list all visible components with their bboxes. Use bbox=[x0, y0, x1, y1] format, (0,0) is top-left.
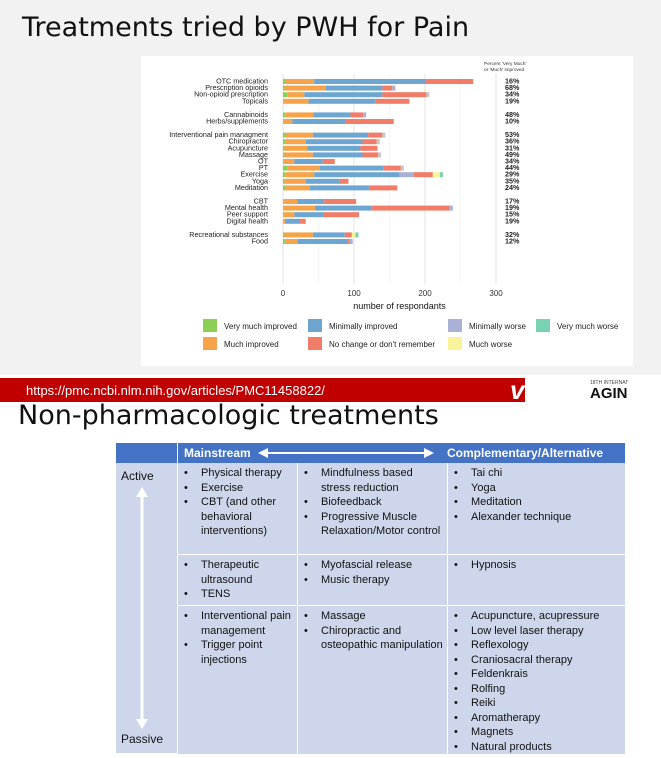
legend-label: Much worse bbox=[469, 340, 513, 349]
conference-logo-text: AGIN bbox=[590, 385, 628, 402]
bar-segment bbox=[284, 146, 307, 151]
bar-segment bbox=[284, 159, 295, 164]
source-url-link[interactable]: https://pmc.ncbi.nlm.nih.gov/articles/PMC11458822/ bbox=[26, 383, 325, 398]
treatment-list-item: • Reiki bbox=[454, 696, 621, 711]
bar-segment bbox=[348, 239, 350, 244]
legend-swatch bbox=[536, 319, 550, 332]
bar-segment bbox=[283, 79, 286, 84]
bar-segment bbox=[285, 112, 313, 117]
bar-segment bbox=[340, 179, 346, 184]
bar-segment bbox=[283, 172, 286, 177]
treatment-list-item: • Aromatherapy bbox=[454, 711, 621, 726]
bar-segment-minor bbox=[382, 133, 385, 138]
bar-segment bbox=[284, 199, 297, 204]
treatment-list-item: • Mindfulness based stress reduction bbox=[304, 466, 443, 495]
bar-segment bbox=[307, 146, 360, 151]
treatment-list-item: • Rolfing bbox=[454, 682, 621, 697]
x-axis-title: number of respondants bbox=[353, 301, 446, 311]
bar-segment bbox=[294, 212, 323, 217]
bar-segment-minor bbox=[350, 239, 353, 244]
percent-improved-value: 10% bbox=[505, 116, 520, 126]
cell-row2-complementary bbox=[448, 555, 625, 606]
treatment-list-item: • Hypnosis bbox=[454, 558, 621, 573]
category-label: Herbs/supplements bbox=[206, 116, 268, 126]
legend-swatch bbox=[308, 319, 322, 332]
bar-segment bbox=[283, 92, 287, 97]
percent-improved-value: 12% bbox=[505, 236, 520, 246]
category-label: Cannabinoids bbox=[224, 109, 268, 119]
legend-label: Much improved bbox=[224, 340, 279, 349]
bar-segment bbox=[283, 206, 284, 211]
bar-segment bbox=[384, 166, 401, 171]
bar-segment bbox=[284, 99, 309, 104]
bar-segment bbox=[433, 172, 440, 177]
header-mainstream: Mainstream bbox=[184, 446, 251, 460]
treatment-list-item: • Exercise bbox=[184, 481, 293, 496]
percent-improved-value: 34% bbox=[505, 89, 520, 99]
header-complementary: Complementary/Alternative bbox=[447, 446, 604, 460]
bar-segment bbox=[313, 232, 345, 237]
treatment-list-item: • Music therapy bbox=[304, 573, 443, 588]
category-label: Non-opioid prescription bbox=[194, 89, 268, 99]
x-tick-label: 200 bbox=[418, 289, 432, 298]
percent-improved-value: 34% bbox=[505, 156, 520, 166]
bar-segment-minor bbox=[426, 92, 429, 97]
bar-segment-minor bbox=[392, 86, 395, 91]
treatment-list-item: • Craniosacral therapy bbox=[454, 653, 621, 668]
treatment-list-item: • Biofeedback bbox=[304, 495, 443, 510]
category-label: Mental health bbox=[224, 203, 268, 213]
percent-improved-value: 36% bbox=[505, 136, 520, 146]
bar-segment-minor bbox=[355, 232, 358, 237]
active-passive-column bbox=[116, 463, 178, 754]
cell-row1-mainstream-a bbox=[178, 463, 298, 555]
bar-segment bbox=[283, 133, 286, 138]
bar-segment bbox=[284, 206, 315, 211]
bar-segment-minor bbox=[363, 112, 366, 117]
bar-segment bbox=[286, 79, 314, 84]
percent-improved-value: 49% bbox=[505, 149, 520, 159]
treatment-list-item: • Interventional pain management bbox=[184, 609, 293, 638]
source-banner bbox=[0, 378, 661, 402]
treatment-list-item: • Chiropractic and osteopathic manipulation bbox=[304, 624, 443, 653]
treatment-list-item: • Acupuncture, acupressure bbox=[454, 609, 621, 624]
percent-improved-value: 48% bbox=[505, 109, 520, 119]
bar-segment bbox=[283, 185, 285, 190]
header-blank-cell bbox=[116, 443, 178, 463]
bar-segment bbox=[283, 152, 284, 157]
bar-segment bbox=[368, 133, 382, 138]
bar-segment-minor bbox=[378, 152, 381, 157]
cell-row1-mainstream-b bbox=[298, 463, 448, 555]
treatment-list-item: • CBT (and other behavioral interventions) bbox=[184, 495, 293, 539]
treatment-list-item: • Progressive Muscle Relaxation/Motor control bbox=[304, 510, 443, 539]
cell-row2-mainstream-b bbox=[298, 555, 448, 606]
treatments-table bbox=[116, 443, 625, 754]
x-tick-label: 100 bbox=[347, 289, 361, 298]
bar-segment bbox=[323, 159, 335, 164]
bar-segment bbox=[283, 179, 284, 184]
stacked-bar-chart bbox=[141, 56, 633, 366]
conference-logo-mark: ve bbox=[510, 378, 539, 402]
category-label: Digital health bbox=[226, 216, 268, 226]
bar-segment bbox=[315, 206, 372, 211]
category-label: OT bbox=[258, 156, 268, 166]
treatment-list-item: • Yoga bbox=[454, 481, 621, 496]
bar-segment bbox=[284, 219, 285, 224]
bar-segment bbox=[306, 139, 363, 144]
bar-segment bbox=[283, 166, 287, 171]
category-label: OTC medication bbox=[216, 76, 268, 86]
bar-segment-minor bbox=[377, 139, 380, 144]
bar-segment bbox=[292, 119, 345, 124]
conference-logo-subtext: 18TH INTERNAT bbox=[590, 380, 629, 386]
category-label: Prescription opioids bbox=[205, 83, 268, 93]
bar-segment bbox=[284, 179, 305, 184]
bar-segment bbox=[300, 219, 306, 224]
bar-segment-minor bbox=[440, 172, 443, 177]
percent-improved-value: 19% bbox=[505, 203, 520, 213]
bar-segment bbox=[352, 232, 356, 237]
bar-segment bbox=[425, 79, 473, 84]
percent-improved-value: 35% bbox=[505, 176, 520, 186]
bar-segment bbox=[283, 99, 284, 104]
bar-segment bbox=[375, 99, 409, 104]
label-active: Active bbox=[121, 469, 154, 483]
bar-segment bbox=[310, 185, 369, 190]
category-label: CBT bbox=[253, 196, 268, 206]
cell-row1-complementary bbox=[448, 463, 625, 555]
percent-header-line2: or 'Much' improved bbox=[484, 68, 525, 73]
percent-improved-value: 32% bbox=[505, 229, 520, 239]
cell-row2-mainstream-a bbox=[178, 555, 298, 606]
bar-segment bbox=[283, 232, 284, 237]
category-label: Yoga bbox=[251, 176, 268, 186]
percent-header-line1: Percent 'Very Much' bbox=[484, 62, 527, 67]
bar-segment bbox=[286, 139, 306, 144]
table-header-row bbox=[178, 443, 625, 463]
vertical-double-arrow-icon bbox=[136, 487, 148, 729]
bar-segment bbox=[287, 92, 304, 97]
bar-segment bbox=[345, 119, 393, 124]
bar-segment bbox=[313, 133, 368, 138]
bar-segment bbox=[285, 219, 300, 224]
legend-swatch bbox=[203, 319, 217, 332]
bar-segment bbox=[283, 139, 286, 144]
bar-segment bbox=[363, 139, 377, 144]
legend-label: Minimally worse bbox=[469, 322, 526, 331]
bar-segment bbox=[283, 86, 284, 91]
bar-segment bbox=[382, 92, 426, 97]
treatment-list-item: • TENS bbox=[184, 587, 293, 602]
slide-pain-treatments bbox=[0, 0, 661, 375]
treatment-list-item: • Feldenkrais bbox=[454, 667, 621, 682]
bar-segment bbox=[283, 219, 284, 224]
bar-segment bbox=[326, 86, 383, 91]
bar-segment bbox=[285, 239, 298, 244]
category-label: Food bbox=[251, 236, 268, 246]
bar-segment bbox=[360, 146, 377, 151]
percent-improved-value: 19% bbox=[505, 216, 520, 226]
treatment-list-item: • Meditation bbox=[454, 495, 621, 510]
bar-segment bbox=[284, 212, 295, 217]
percent-improved-value: 19% bbox=[505, 96, 520, 106]
bar-segment bbox=[306, 179, 340, 184]
bar-segment bbox=[350, 112, 363, 117]
percent-improved-value: 53% bbox=[505, 130, 520, 140]
bar-segment bbox=[283, 199, 284, 204]
bar-segment bbox=[323, 212, 359, 217]
double-arrow-icon bbox=[258, 447, 434, 459]
label-passive: Passive bbox=[121, 732, 164, 746]
bar-segment bbox=[297, 199, 324, 204]
bar-segment bbox=[285, 185, 310, 190]
category-label: Massage bbox=[238, 149, 268, 159]
bar-segment bbox=[294, 159, 322, 164]
bar-segment bbox=[320, 166, 384, 171]
bar-segment bbox=[283, 239, 285, 244]
treatment-list-item: • Massage bbox=[304, 609, 443, 624]
chart-svg bbox=[141, 56, 633, 366]
bar-segment bbox=[399, 172, 413, 177]
bar-segment bbox=[414, 172, 433, 177]
category-label: Topicals bbox=[242, 96, 268, 106]
x-tick-label: 0 bbox=[280, 289, 286, 298]
bar-segment bbox=[284, 152, 312, 157]
category-label: Exercise bbox=[240, 169, 268, 179]
treatment-list-item: • Physical therapy bbox=[184, 466, 293, 481]
legend-label: Very much improved bbox=[224, 322, 297, 331]
bar-segment bbox=[283, 146, 284, 151]
bar-segment bbox=[314, 112, 351, 117]
percent-improved-value: 16% bbox=[505, 76, 520, 86]
percent-improved-value: 68% bbox=[505, 83, 520, 93]
percent-improved-value: 24% bbox=[505, 182, 520, 192]
bar-segment bbox=[286, 172, 314, 177]
x-tick-label: 300 bbox=[489, 289, 503, 298]
percent-improved-value: 17% bbox=[505, 196, 520, 206]
bar-segment bbox=[287, 166, 320, 171]
bar-segment bbox=[284, 232, 312, 237]
treatment-list-item: • Reflexology bbox=[454, 638, 621, 653]
bar-segment bbox=[314, 79, 425, 84]
slide-title-nonpharm: Non-pharmacologic treatments bbox=[18, 400, 439, 431]
bar-segment bbox=[369, 185, 397, 190]
bar-segment bbox=[298, 239, 348, 244]
category-label: Recreational substances bbox=[189, 229, 268, 239]
treatment-list-item: • Myofascial release bbox=[304, 558, 443, 573]
legend-swatch bbox=[448, 319, 462, 332]
bar-segment bbox=[284, 86, 325, 91]
category-label: Interventional pain managment bbox=[169, 130, 268, 140]
treatment-list-item: • Low level laser therapy bbox=[454, 624, 621, 639]
bar-segment bbox=[372, 206, 450, 211]
bar-segment bbox=[283, 212, 284, 217]
bar-segment bbox=[345, 232, 352, 237]
cell-row3-complementary bbox=[448, 606, 625, 754]
category-label: Peer support bbox=[226, 209, 268, 219]
cell-row3-mainstream-a bbox=[178, 606, 298, 754]
category-label: Chiropractor bbox=[228, 136, 268, 146]
bar-segment bbox=[286, 133, 313, 138]
percent-improved-value: 15% bbox=[505, 209, 520, 219]
bar-segment-minor bbox=[401, 166, 404, 171]
treatment-list-item: • Therapeutic ultrasound bbox=[184, 558, 293, 587]
bar-segment bbox=[382, 86, 392, 91]
legend-label: No change or don't remember bbox=[329, 340, 436, 349]
bar-segment-minor bbox=[345, 179, 348, 184]
category-label: Acupuncture bbox=[227, 143, 268, 153]
bar-segment bbox=[283, 119, 284, 124]
category-label: Meditation bbox=[234, 182, 268, 192]
cell-row3-mainstream-b bbox=[298, 606, 448, 754]
treatment-list-item: • Natural products bbox=[454, 740, 621, 755]
percent-improved-value: 31% bbox=[505, 143, 520, 153]
treatment-list-item: • Tai chi bbox=[454, 466, 621, 481]
percent-improved-value: 44% bbox=[505, 163, 520, 173]
category-label: PT bbox=[258, 163, 268, 173]
treatment-list-item: • Magnets bbox=[454, 725, 621, 740]
bar-segment bbox=[283, 159, 284, 164]
bar-segment bbox=[313, 152, 363, 157]
bar-segment-minor bbox=[450, 206, 453, 211]
legend-swatch bbox=[203, 337, 217, 350]
legend-label: Very much worse bbox=[557, 322, 619, 331]
legend-swatch bbox=[308, 337, 322, 350]
bar-segment bbox=[363, 152, 379, 157]
bar-segment bbox=[284, 119, 293, 124]
slide-title: Treatments tried by PWH for Pain bbox=[22, 12, 470, 43]
percent-improved-value: 29% bbox=[505, 169, 520, 179]
bar-segment bbox=[283, 112, 285, 117]
bar-segment bbox=[314, 172, 399, 177]
treatment-list-item: • Alexander technique bbox=[454, 510, 621, 525]
legend-swatch bbox=[448, 337, 462, 350]
bar-segment bbox=[309, 99, 376, 104]
legend-label: Minimally improved bbox=[329, 322, 398, 331]
treatment-list-item: • Trigger point injections bbox=[184, 638, 293, 667]
bar-segment bbox=[304, 92, 382, 97]
bar-segment bbox=[324, 199, 356, 204]
